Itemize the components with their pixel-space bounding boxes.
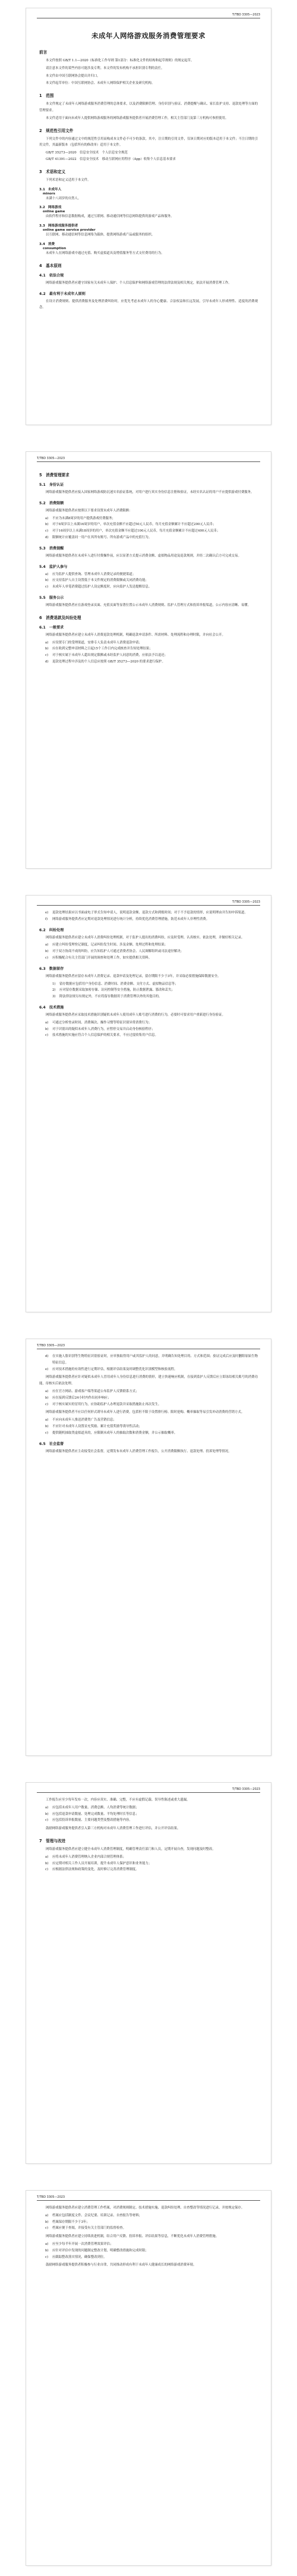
list-marker: c) — [45, 1868, 49, 1872]
list-item-text: 档案应便于查阅，并接受有关主管部门的监督检查。 — [52, 2226, 126, 2231]
list-marker: b) — [45, 1424, 49, 1428]
list-marker: a) — [45, 1020, 49, 1025]
list-item-text: 技术措施的实施应符合个人信息保护的相关要求，不应过度收集用户信息。 — [52, 1033, 158, 1038]
subsection-heading: 6.5 社会监督 — [39, 1441, 64, 1446]
term-name-en: online game service provider — [43, 228, 96, 233]
document-page — [26, 1783, 271, 2163]
paragraph: 网络游戏服务提供者应建立消费管理工作档案，对消费规则制定、技术措施实施、退款纠纷处理、自查整改等情况进行记录，并按规定保存。 — [46, 2206, 245, 2210]
list-item-text: 对于核实属实的冒用行为，应协助监护人办理退款并采取措施防止再次发生。 — [52, 1402, 162, 1406]
list-item-text: 应针对评估中发现的问题制定整改计划，明确整改措施和完成时限； — [52, 2248, 148, 2253]
list-marker: e) — [45, 911, 49, 915]
term-entry — [39, 205, 258, 209]
paragraph: 本文件由中国互联网协会提出并归口。 — [46, 74, 100, 78]
list-item — [39, 1811, 258, 1818]
list-item-text: 对于8周岁以上未满16周岁的用户，单次充值金额不应超过50元人民币，每月充值金额累计不应超过200元人民币； — [52, 523, 216, 527]
list-item-text: 档案保存期限不少于3年； — [52, 2220, 90, 2224]
subsection-heading: 5.5 服务公示 — [39, 595, 64, 600]
page-content — [39, 466, 258, 667]
paragraph: 请注意本文件的某些内容可能涉及专利。本文件的发布机构不承担识别专利的责任。 — [46, 66, 165, 70]
list-item-text: 应对技术措施的有效性进行定期评估，根据评估结果及时调整优化识别模型和核验流程。 — [52, 1367, 178, 1371]
list-item-text: 对于双方协商不成的纠纷，应告知监护人可通过消费者协会、人民调解组织或司法途径解决； — [52, 950, 184, 954]
list-marker: c) — [45, 2255, 49, 2259]
list-marker: b) — [45, 523, 49, 527]
paragraph: 本文件适用于面向未成年人提供网络游戏服务的网络游戏服务提供者开展消费管理工作，相关主管部门及第三方机构可参照使用。 — [46, 116, 229, 120]
document-page — [26, 8, 271, 425]
list-marker: b) — [45, 1861, 49, 1865]
header-rule — [37, 461, 260, 462]
document-page — [26, 2191, 271, 2565]
list-marker: c) — [45, 2226, 49, 2231]
list-item-text: 应定期对相关工作人员开展培训，提升未成年人保护意识和业务能力； — [52, 1861, 152, 1865]
section-heading: 前言 — [39, 50, 48, 55]
enumerated-list — [39, 1805, 258, 1824]
paragraph: 本文件按照 GB/T 1.1—2020《标准化工作导则 第1部分：标准化文件的结构和起草规则》的规定起草。 — [46, 59, 194, 62]
list-item — [39, 2225, 258, 2232]
paragraph: 下列文件中的内容通过文中的规范性引用而构成本文件必不可少的条款。其中，注日期的引用文件，仅该日期对应的版本适用于本文件；不注日期的引用文件，其最新版本（包括所有的修改单）适用于本文件。 — [39, 137, 258, 147]
list-item-text: 对于核实属于未成年人超出规定限额或未经监护人同意的消费，应依法予以退还； — [52, 654, 168, 658]
list-item-text: 应在收到完整申请材料之日起15个工作日内完成核查并告知处理结果； — [52, 647, 153, 651]
paragraph: 网络游戏服务提供者应留存未成年人消费记录、退款申请及处理记录，留存期限不少于3年，并采取必要措施保障数据安全。 — [46, 974, 221, 978]
paragraph: 网络游戏服务提供者应接入国家网络游戏防沉迷实名验证系统，对用户进行真实身份信息注册和验证，未经实名认证的用户不应提供游戏付费服务。 — [46, 491, 254, 494]
list-marker: a) — [45, 1389, 49, 1393]
list-item — [39, 2254, 258, 2261]
list-item-text: 未成年人单笔消费超过监护人设定额度时，应向监护人发送提醒信息。 — [52, 585, 152, 589]
list-marker: a) — [45, 1855, 49, 1859]
list-item-text: 退款处理过程中涉及的个人信息应按照 GB/T 35273—2020 的要求进行保护。 — [52, 659, 165, 664]
list-item-text: 对于16周岁以上未满18周岁的用户，单次充值金额不应超过100元人民币，每月充值金额累计不应超过400元人民币； — [52, 529, 220, 533]
term-definition: 由软件程序和信息数据构成，通过互联网、移动通信网等信息网络提供的游戏产品和服务。 — [46, 215, 174, 219]
page-header-code: T/TBD 3305—2023 — [232, 1788, 260, 1791]
list-marker: c) — [45, 529, 49, 533]
list-item — [39, 1817, 258, 1824]
list-item — [39, 2213, 258, 2219]
list-marker: f) — [45, 917, 48, 921]
page-header-code: T/TBD 3305—2023 — [37, 457, 65, 460]
list-item-text: 可通过分析登录时间、消费频次、操作习惯等特征识别异常消费行为； — [52, 1020, 152, 1025]
subsection-heading: 6.4 技术措施 — [39, 1005, 64, 1010]
header-rule — [37, 2200, 260, 2201]
list-item-text: 应建立纠纷受理登记制度，记录纠纷发生时间、涉及金额、处理过程和处理结果； — [52, 943, 168, 947]
subsection-heading: 5.4 监护人参与 — [39, 564, 68, 569]
subsection-heading: 5.3 消费提醒 — [39, 546, 64, 551]
document-page — [26, 452, 271, 868]
list-marker: b) — [45, 950, 49, 954]
list-item — [39, 652, 258, 659]
list-item-text: 应在接到反馈后24小时内作出初步响应； — [52, 1396, 111, 1400]
subsection-heading: 6.2 纠纷处理 — [39, 928, 64, 932]
term-name-en: minors — [43, 191, 55, 196]
list-marker: b) — [45, 2220, 49, 2224]
page-content — [39, 23, 258, 312]
list-item-text: 应至少每半年开展一次消费管理效果评估； — [52, 2242, 113, 2246]
list-item — [39, 535, 258, 541]
list-item — [39, 659, 258, 665]
list-item — [39, 987, 258, 994]
section-heading: 5 消费管理要求 — [39, 473, 69, 477]
paragraph: 网络游戏服务提供者应主动接受社会监督，定期发布未成年人消费管理工作报告，公开消费限额执行、退款处理、投诉处理等情况。 — [46, 1449, 232, 1453]
list-item-text: 不应向未成年人推送消费类广告及营销信息； — [52, 1418, 116, 1422]
list-marker: c) — [45, 654, 49, 658]
list-item — [39, 584, 258, 590]
term-name-zh: 未成年人 — [48, 187, 62, 191]
normative-reference: GB/T 41391—2022 信息安全技术 移动互联网应用程序（App）收集个人信息基本要求 — [46, 157, 176, 161]
paragraph: 本文件起草单位：中国互联网协会、未成年人网络保护相关企业及研究机构。 — [46, 81, 155, 86]
enumerated-list — [39, 1353, 258, 1372]
document-page — [26, 896, 271, 1312]
page-header-code: T/TBD 3305—2023 — [232, 900, 260, 904]
list-item — [39, 916, 258, 923]
term-name-zh: 消费 — [48, 242, 55, 246]
list-marker: c) — [45, 585, 49, 589]
list-item-text: 不应针对未成年人设置首充奖励、累计充值奖励等诱导性活动； — [52, 1424, 142, 1428]
list-item — [39, 2248, 258, 2254]
list-marker: c) — [45, 1818, 49, 1823]
list-item-text: 对于识别出的疑似未成年人消费行为，应暂停交易并启动身份核验程序； — [52, 1027, 155, 1031]
list-item — [39, 955, 258, 962]
list-item — [39, 1861, 258, 1867]
term-number: 3.2 — [39, 206, 45, 210]
section-heading: 6 消费退款及纠纷处理 — [39, 615, 81, 620]
list-marker: c) — [45, 1431, 49, 1435]
list-item-text: 不应为未满8周岁的用户提供游戏付费服务； — [52, 516, 115, 520]
subsection-heading: 5.2 消费限额 — [39, 501, 64, 505]
header-rule — [37, 1792, 260, 1793]
term-definition: 未满十八周岁的自然人。 — [46, 196, 81, 200]
enumerated-list — [39, 1020, 258, 1039]
section-heading: 7 管理与改进 — [39, 1838, 66, 1843]
list-item — [39, 1417, 258, 1424]
list-marker: a) — [45, 1805, 49, 1810]
list-item — [39, 1854, 258, 1861]
page-content — [39, 1353, 258, 1456]
list-item-text: 应积极配合有关主管部门开展的调查和处理工作，如实提供相关资料。 — [52, 956, 152, 960]
document-page — [26, 1339, 271, 1755]
list-marker: a) — [45, 572, 49, 576]
page-content — [39, 910, 258, 1041]
list-item — [39, 1424, 258, 1430]
list-item-text: 应根据法律法规和政策的变化，及时修订完善消费管理制度。 — [52, 1868, 139, 1872]
list-marker: a) — [45, 640, 49, 645]
list-marker: c) — [45, 1033, 49, 1038]
list-item — [39, 1402, 258, 1408]
enumerated-list — [39, 910, 258, 923]
paragraph: 在设计消费规则、提供消费服务及处理消费纠纷时，应优先考虑未成年人的身心健康、合法权益和长远发展，引导未成年人形成理性、适度的消费观念。 — [39, 299, 258, 310]
list-item-text: 留存数据应包括用户身份信息、消费时间、消费金额、支付方式、虚拟物品信息等； — [59, 982, 178, 986]
list-item — [39, 2219, 258, 2226]
term-entry — [39, 223, 258, 228]
list-item — [39, 528, 258, 535]
subsection-heading: 4.1 依法合规 — [39, 273, 64, 278]
list-marker: a) — [45, 1418, 49, 1422]
normative-reference: GB/T 35273—2020 信息安全技术 个人信息安全规范 — [46, 151, 128, 155]
paragraph: 下列术语和定义适用于本文件。 — [46, 178, 91, 182]
list-item — [39, 942, 258, 948]
subsection-heading: 4.2 最有利于未成年人原则 — [39, 291, 86, 296]
header-rule — [37, 905, 260, 906]
list-item-text: 除法律法规另有规定外，不应将留存数据用于消费管理以外的其他目的。 — [59, 995, 162, 999]
list-marker: c) — [45, 956, 49, 960]
list-item-text: 应跟踪整改落实情况，确保整改到位。 — [52, 2255, 107, 2259]
list-marker: a) — [45, 2213, 49, 2217]
term-number: 3.1 — [39, 187, 45, 191]
enumerated-list — [39, 640, 258, 665]
list-marker: b) — [45, 647, 49, 651]
page-header-code: T/TBD 3305—2023 — [232, 13, 260, 17]
list-item-text: 应在官方网站、游戏客户端等渠道公布监护人反馈联系方式； — [52, 1389, 139, 1393]
list-item-text: 提供随机抽取类虚拟道具的，应限制未成年人的抽取次数和消费金额，并公示抽取概率。 — [52, 1431, 178, 1435]
list-item — [39, 1020, 258, 1026]
document-title: 未成年人网络游戏服务消费管理要求 — [91, 32, 206, 40]
list-marker: c) — [45, 1402, 49, 1406]
list-item — [39, 1388, 258, 1395]
list-item — [39, 910, 258, 916]
page-content — [39, 1797, 258, 1875]
list-item — [39, 640, 258, 646]
enumerated-list — [39, 1417, 258, 1436]
term-entry — [39, 187, 258, 191]
enumerated-list — [39, 571, 258, 590]
list-marker: b) — [45, 579, 49, 583]
list-item — [39, 516, 258, 522]
list-marker: b) — [45, 2248, 49, 2253]
list-item — [39, 1430, 258, 1437]
term-name-en: consumption — [43, 246, 67, 250]
term-definition: 以互联网、移动通信网等信息网络为载体，提供网络游戏产品或服务的组织。 — [46, 233, 155, 237]
paragraph: 网络游戏服务提供者应按照以下要求设置未成年人消费限额： — [46, 508, 132, 513]
enumerated-list — [39, 1388, 258, 1408]
list-item-text: 档案应包括制度文件、会议纪要、培训记录、自查报告等材料； — [52, 2213, 142, 2217]
list-item — [39, 1805, 258, 1811]
list-item — [39, 577, 258, 584]
list-marker: d) — [45, 1355, 49, 1358]
section-heading: 3 术语和定义 — [39, 169, 66, 174]
paragraph: 网络游戏服务提供者应建立持续改进机制，结合用户反馈、投诉举报、评估结果等信息，不断优化未成年人消费管理措施。 — [46, 2235, 219, 2239]
subsection-heading: 6.1 一般要求 — [39, 625, 64, 630]
list-marker: 3) — [52, 995, 56, 999]
page-content — [39, 2205, 258, 2270]
subsection-heading: 5.1 身份认证 — [39, 483, 64, 487]
enumerated-list — [39, 942, 258, 961]
term-name-en: online game — [43, 210, 65, 214]
enumerated-list — [39, 2241, 258, 2260]
subsection-heading: 6.3 数据留存 — [39, 966, 64, 971]
list-item-text: 应对留存数据采取加密存储、访问控制等安全措施，防止数据泄露、篡改和丢失； — [59, 988, 175, 992]
enumerated-list — [39, 516, 258, 541]
list-item-text: 应设置专门的受理渠道，安排专人负责未成年人消费退款申请； — [52, 640, 142, 645]
list-item-text: 应将未成年人消费管理纳入企业内部合规管理体系； — [52, 1855, 126, 1859]
list-item-text: 在实施人脸识别等生物特征识别验证时，应单独取得用户或其监护人的同意，并明确告知处理目的、方式和范围；验证完成后应及时删除原始生物特征信息。 — [52, 1355, 258, 1365]
term-definition: 未成年人在网络游戏中通过充值、购买虚拟道具及增值服务等方式支付费用的行为。 — [46, 251, 165, 255]
list-item — [39, 981, 258, 988]
paragraph: 鼓励网络游戏服务提供者积极参与行业自律，共同推动形成有利于未成年人健康成长的网络游戏消费环境。 — [46, 2263, 197, 2267]
paragraph: 网络游戏服务提供者应建立未成年人消费纠纷处理机制，对于监护人提出的消费纠纷，应及时受理、认真核实、依法处理，并做好相关记录。 — [46, 935, 245, 940]
paragraph: 工作报告应至少每年发布一次，内容应真实、准确、完整，不应有虚假记载、误导性陈述或重大遗漏。 — [46, 1798, 190, 1802]
list-marker: e) — [45, 1367, 49, 1371]
paragraph: 网络游戏服务提供者应在游戏登录页面、充值页面等显著位置公示未成年人消费规则、监护人管理方式和投诉举报渠道，公示内容应清晰、易懂。 — [46, 603, 251, 607]
list-item — [39, 2241, 258, 2248]
list-marker: b) — [45, 1027, 49, 1031]
term-entry — [39, 241, 258, 246]
section-heading: 4 基本原则 — [39, 263, 62, 268]
list-marker: a) — [45, 2242, 49, 2246]
paragraph: 网络游戏服务提供者应遵守国家有关未成年人保护、个人信息保护和网络游戏管理的法律法规及相关规定，依法开展消费管理工作。 — [46, 281, 232, 285]
term-name-zh: 网络游戏服务提供者 — [48, 224, 78, 228]
list-marker: b) — [45, 1812, 49, 1816]
list-item-text: 退款处理结果应以书面或电子形式告知申请人，说明退款金额、退款方式和到账时间；对于不予退款的情形，应说明理由并告知申诉渠道。 — [52, 911, 248, 915]
page-header-code: T/TBD 3305—2023 — [37, 1344, 65, 1347]
list-item-text: 限额统计应覆盖同一用户在其所有账号、所有游戏产品中的充值行为。 — [52, 535, 152, 539]
list-item — [39, 1867, 258, 1873]
list-item-text: 应支持监护人自主设置低于本文件规定的消费限额或关闭消费功能； — [52, 579, 148, 583]
paragraph: 网络游戏服务提供者应建立健全未成年人消费管理制度，明确管理责任部门和人员，定期开展自查，发现问题及时整改。 — [46, 1847, 216, 1851]
term-name-zh: 网络游戏 — [48, 206, 62, 210]
list-marker: b) — [45, 1396, 49, 1400]
paragraph: 本文件规定了未成年人网络游戏服务消费管理的总体要求，以及消费限额管理、身份识别与验证、消费提醒与确认、家长监护支持、退款处理等方面的管理要求。 — [39, 102, 258, 112]
section-heading: 1 范围 — [39, 93, 54, 99]
list-item — [39, 1353, 258, 1366]
page-header-code: T/TBD 3305—2023 — [37, 2195, 65, 2199]
enumerated-list — [39, 2213, 258, 2232]
list-item — [39, 1395, 258, 1402]
list-item — [39, 948, 258, 955]
list-marker: d) — [45, 535, 49, 539]
list-item — [39, 1366, 258, 1373]
list-item — [39, 1032, 258, 1039]
enumerated-list — [39, 1854, 258, 1873]
list-marker: d) — [45, 659, 49, 664]
list-item-text: 应为监护人提供查询、管理未成年人消费记录的便捷渠道； — [52, 572, 136, 576]
list-item-text: 应包括投诉举报数量、主要问题类型及整改措施等内容。 — [52, 1818, 132, 1823]
paragraph: 网络游戏服务提供者应建立未成年人消费退款处理机制，明确退款申请条件、所需材料、处理流程和办理时限，并向社会公开。 — [46, 633, 225, 637]
paragraph: 网络游戏服务提供者在未成年人进行付费操作前，应以显著方式提示消费金额、虚拟物品用途及退款规则，并经二次确认后方可完成交易。 — [46, 554, 241, 558]
list-marker: a) — [45, 943, 49, 947]
section-heading: 2 规范性引用文件 — [39, 128, 74, 133]
list-item — [39, 1026, 258, 1033]
paragraph: 网络游戏服务提供者不应以任何形式诱导未成年人进行消费，包括但不限于设置排行榜、限时抢购、概率抽取等易引发冲动消费的营销方式。 — [46, 1410, 245, 1415]
list-marker: 2) — [52, 988, 56, 992]
list-item — [39, 522, 258, 528]
term-number: 3.3 — [39, 224, 45, 228]
list-item — [39, 994, 258, 1000]
term-number: 3.4 — [39, 242, 45, 246]
list-item — [39, 571, 258, 578]
paragraph: 网络游戏服务提供者应针对疑似未成年人冒用成年人身份信息进行消费的情形，建立快速响应机制，在接到监护人反馈后应立即冻结相关账号的消费功能，待核实后依法处理。 — [39, 1375, 258, 1386]
sub-list — [39, 981, 258, 1000]
list-marker: a) — [45, 516, 49, 520]
list-marker: 1) — [52, 982, 56, 986]
list-item-text: 网络游戏服务提供者应定期对退款处理情况进行统计分析，持续优化消费管理措施，防范未成年人非理性消费。 — [52, 917, 210, 921]
list-item-text: 应包括未成年人用户数量、消费总额、人均消费等统计数据； — [52, 1805, 139, 1810]
paragraph: 鼓励网络游戏服务提供者引入第三方机构对未成年人消费管理工作进行评估，并公开评估结果。 — [46, 1827, 181, 1831]
paragraph: 网络游戏服务提供者应采取技术措施识别疑似未成年人使用成年人账号进行消费的行为，必要时可要求用户重新进行身份验证。 — [46, 1013, 225, 1017]
list-item-text: 应包括退款申请数量、处理完成数量、平均处理时长等信息； — [52, 1812, 139, 1816]
list-item — [39, 646, 258, 652]
